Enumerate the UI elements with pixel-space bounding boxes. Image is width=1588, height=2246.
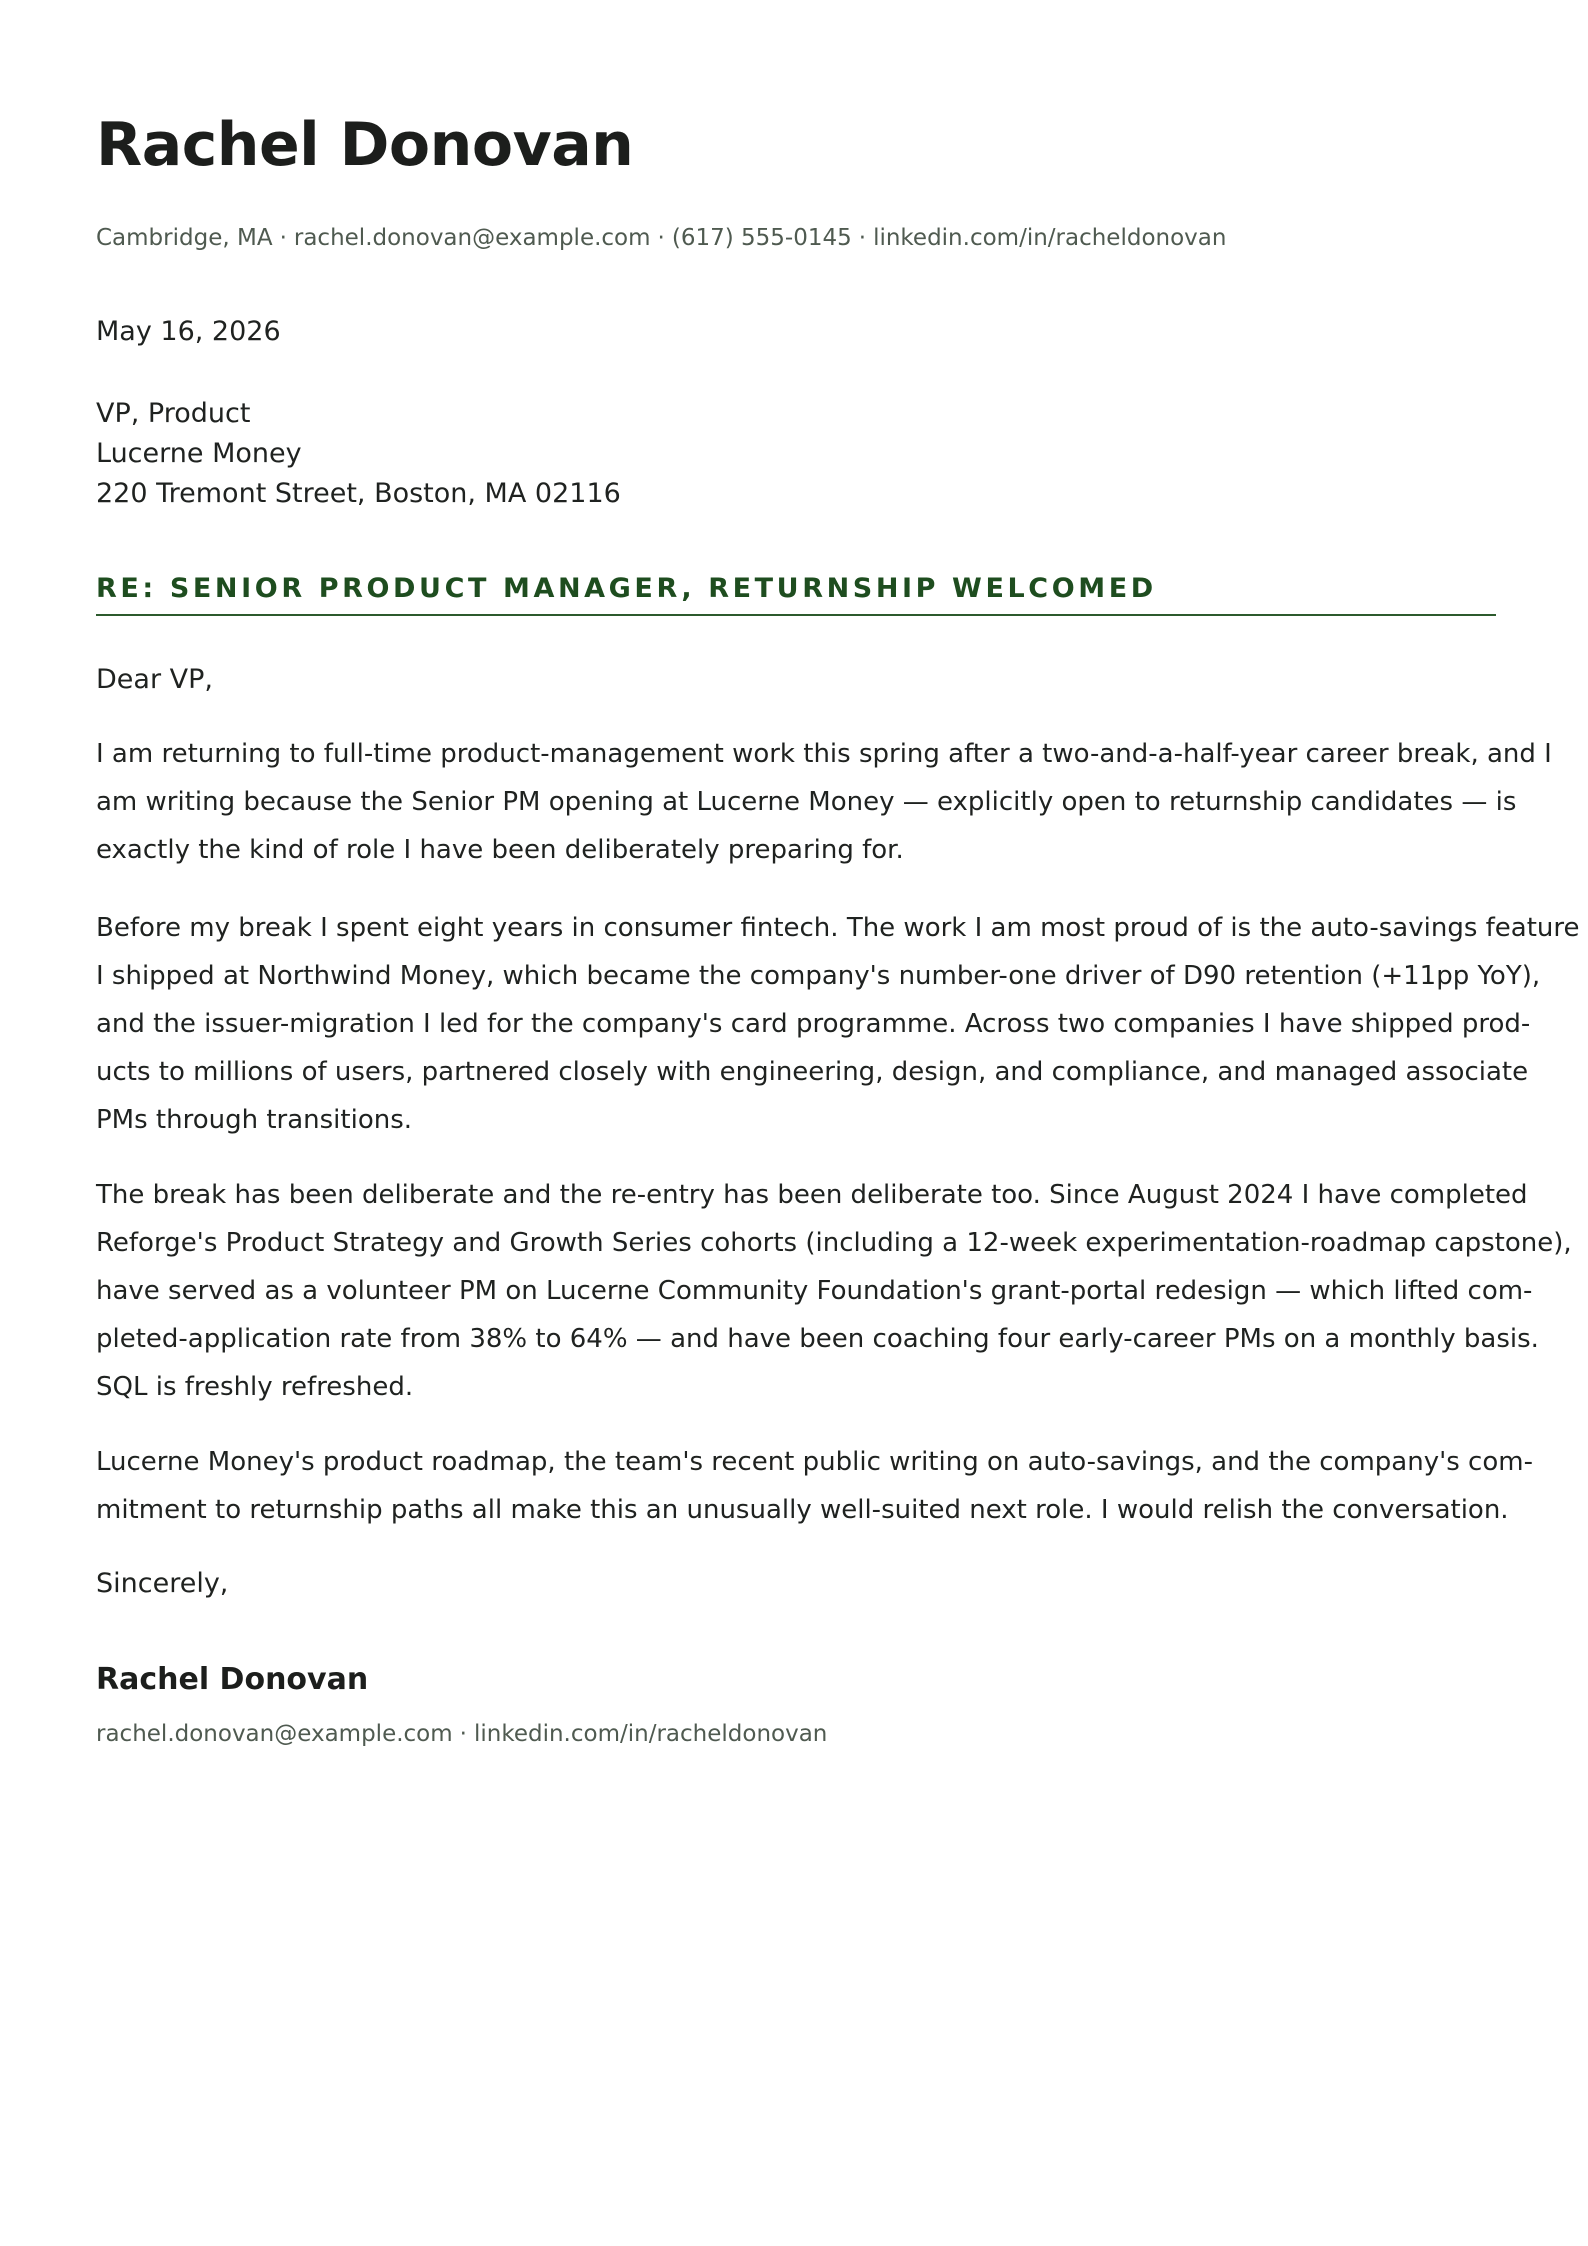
paragraph-line: ucts to millions of users, partnered closely with engineering, design, and compliance, and managed associate (96, 1057, 1529, 1087)
salutation: Dear VP, (96, 664, 213, 695)
paragraph-line: Lucerne Money's product roadmap, the team's recent public writing on auto-savings, and the company's com- (96, 1447, 1533, 1477)
paragraph-line: SQL is freshly refreshed. (96, 1372, 414, 1402)
paragraph-line: Before my break I spent eight years in consumer fintech. The work I am most proud of is the auto-savings feature (96, 913, 1580, 943)
recipient-block (96, 394, 621, 514)
signature-name: Rachel Donovan (96, 1662, 369, 1697)
body-paragraph-4 (96, 1438, 1533, 1534)
contact-location: Cambridge, MA (96, 225, 273, 251)
body-paragraph-1 (96, 730, 1552, 874)
applicant-name: Rachel Donovan (96, 110, 634, 180)
contact-linkedin[interactable]: linkedin.com/in/racheldonovan (873, 225, 1227, 251)
subject-heading: RE: SENIOR PRODUCT MANAGER, RETURNSHIP WELCOMED (96, 572, 1496, 616)
paragraph-line: mitment to returnship paths all make this an unusually well-suited next role. I would relish the conversation. (96, 1495, 1509, 1525)
paragraph-line: The break has been deliberate and the re-entry has been deliberate too. Since August 2024 I have completed (96, 1180, 1528, 1210)
recipient-company: Lucerne Money (96, 438, 302, 469)
recipient-address: 220 Tremont Street, Boston, MA 02116 (96, 478, 621, 509)
body-paragraph-2 (96, 904, 1580, 1144)
paragraph-line: have served as a volunteer PM on Lucerne Community Foundation's grant-portal redesign — which lifted com- (96, 1276, 1533, 1306)
separator: · (657, 225, 665, 251)
paragraph-line: Reforge's Product Strategy and Growth Series cohorts (including a 12-week experimentation-roadmap capstone), (96, 1228, 1572, 1258)
separator: · (279, 225, 287, 251)
body-paragraph-3 (96, 1171, 1572, 1411)
contact-line (96, 224, 1226, 254)
signature-email[interactable]: rachel.donovan@example.com (96, 1721, 453, 1747)
separator: · (459, 1721, 467, 1747)
contact-phone[interactable]: (617) 555-0145 (671, 225, 852, 251)
paragraph-line: PMs through transitions. (96, 1105, 413, 1135)
paragraph-line: and the issuer-migration I led for the company's card programme. Across two companies I have shipped prod- (96, 1009, 1531, 1039)
contact-email[interactable]: rachel.donovan@example.com (293, 225, 651, 251)
paragraph-line: I shipped at Northwind Money, which became the company's number-one driver of D90 retention (+11pp YoY), (96, 961, 1541, 991)
paragraph-line: I am returning to full-time product-management work this spring after a two-and-a-half-year career break, and I (96, 739, 1552, 769)
closing: Sincerely, (96, 1568, 229, 1599)
paragraph-line: am writing because the Senior PM opening at Lucerne Money — explicitly open to returnship candidates — is (96, 787, 1517, 817)
recipient-title: VP, Product (96, 398, 251, 429)
signature-linkedin[interactable]: linkedin.com/in/racheldonovan (473, 1721, 828, 1747)
signature-contact (96, 1720, 827, 1750)
letter-date: May 16, 2026 (96, 316, 281, 347)
paragraph-line: exactly the kind of role I have been deliberately preparing for. (96, 835, 904, 865)
separator: · (858, 225, 867, 251)
paragraph-line: pleted-application rate from 38% to 64% — and have been coaching four early-career PMs on a monthly basis. (96, 1324, 1539, 1354)
